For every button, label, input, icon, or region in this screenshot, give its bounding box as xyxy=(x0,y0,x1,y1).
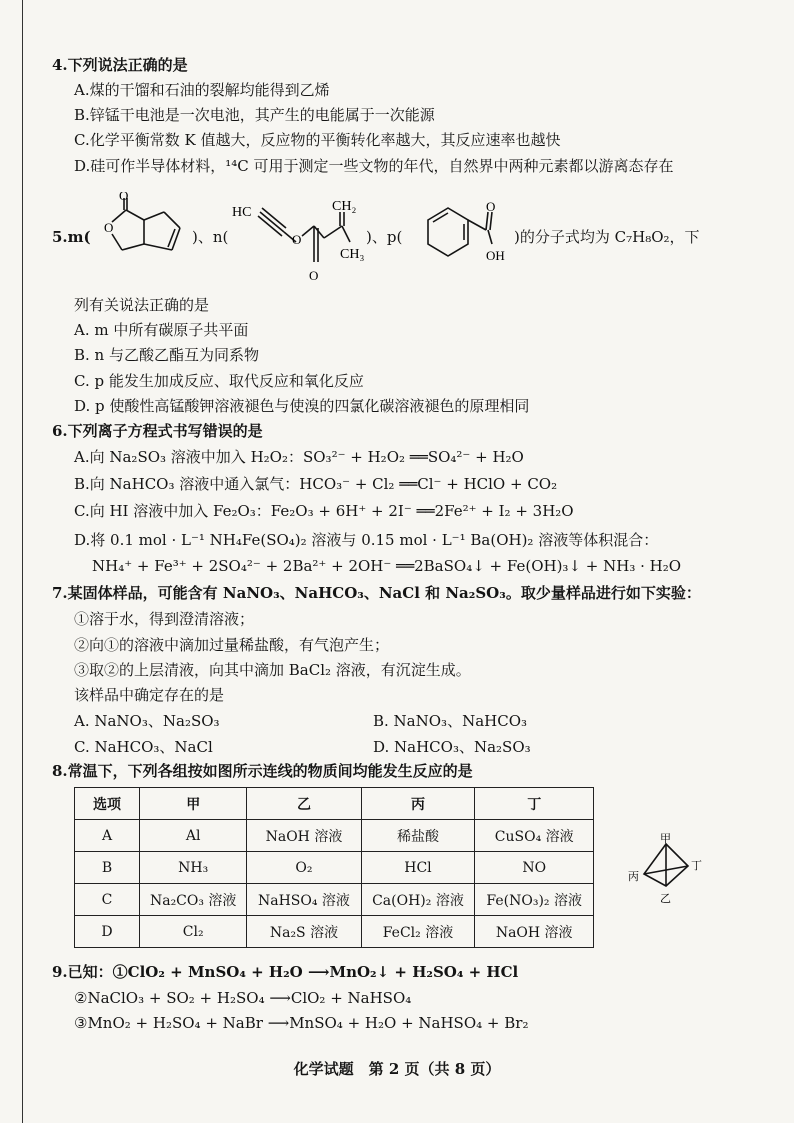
table-header-cell: 丁 xyxy=(475,788,594,820)
question-6-option-a: A.向 Na₂SO₃ 溶液中加入 H₂O₂：SO₃²⁻ + H₂O₂ ══SO₄²⁻ + H₂O xyxy=(74,448,524,466)
question-7-prompt: 该样品中确定存在的是 xyxy=(74,686,225,704)
diagram-node-right: 丁 xyxy=(691,860,702,872)
question-7-step-1: ①溶于水，得到澄清溶液； xyxy=(74,610,255,628)
question-6-option-b: B.向 NaHCO₃ 溶液中通入氯气：HCO₃⁻ + Cl₂ ══Cl⁻ + HClO + CO₂ xyxy=(74,475,558,493)
question-5-suffix: )的分子式均为 C₇H₈O₂，下 xyxy=(514,228,700,246)
table-cell: Na₂S 溶液 xyxy=(247,916,361,948)
table-cell: Al xyxy=(140,820,247,852)
question-9-reaction-2: ②NaClO₃ + SO₂ + H₂SO₄ ⟶ClO₂ + NaHSO₄ xyxy=(74,989,412,1007)
molecule-p-oh: OH xyxy=(486,248,505,263)
molecule-n-ch3: CH₃ xyxy=(340,247,365,262)
table-cell: 稀盐酸 xyxy=(361,820,475,852)
question-5-prefix: 5.m( xyxy=(52,228,91,246)
binding-margin-line xyxy=(22,0,23,1123)
question-4-option-d: D.硅可作半导体材料，¹⁴C 可用于测定一些文物的年代，自然界中两种元素都以游离态存在 xyxy=(74,157,674,175)
molecule-m-carbonyl-o: O xyxy=(119,192,129,203)
table-cell: D xyxy=(75,916,140,948)
question-4-stem: 4.下列说法正确的是 xyxy=(52,56,188,74)
table-cell: A xyxy=(75,820,140,852)
molecule-p-structure xyxy=(408,198,528,268)
table-header-cell: 丙 xyxy=(361,788,475,820)
table-cell: Ca(OH)₂ 溶液 xyxy=(361,884,475,916)
question-9-reaction-3: ③MnO₂ + H₂SO₄ + NaBr ⟶MnSO₄ + H₂O + NaHSO₄ + Br₂ xyxy=(74,1014,529,1032)
table-cell: Fe(NO₃)₂ 溶液 xyxy=(475,884,594,916)
table-row xyxy=(75,852,594,884)
question-8-stem: 8.常温下，下列各组按如图所示连线的物质间均能发生反应的是 xyxy=(52,762,473,780)
page-footer: 化学试题 第 2 页（共 8 页） xyxy=(293,1060,501,1078)
table-cell: CuSO₄ 溶液 xyxy=(475,820,594,852)
table-header-row xyxy=(75,788,594,820)
table-cell: NaOH 溶液 xyxy=(247,820,361,852)
question-6-option-d-line1: D.将 0.1 mol · L⁻¹ NH₄Fe(SO₄)₂ 溶液与 0.15 mol · L⁻¹ Ba(OH)₂ 溶液等体积混合： xyxy=(74,531,659,549)
question-6-stem: 6.下列离子方程式书写错误的是 xyxy=(52,422,263,440)
question-7-step-3: ③取②的上层清液，向其中滴加 BaCl₂ 溶液，有沉淀生成。 xyxy=(74,661,471,679)
table-row xyxy=(75,884,594,916)
table-row xyxy=(75,916,594,948)
molecule-p-carbonyl-o: O xyxy=(486,199,496,214)
molecule-m-ring-o: O xyxy=(104,220,114,235)
question-5-option-b: B. n 与乙酸乙酯互为同系物 xyxy=(74,346,259,364)
table-cell: O₂ xyxy=(247,852,361,884)
question-4-option-c: C.化学平衡常数 K 值越大，反应物的平衡转化率越大，其反应速率也越快 xyxy=(74,131,561,149)
molecule-n-hc: HC xyxy=(232,205,252,220)
question-7-step-2: ②向①的溶液中滴加过量稀盐酸，有气泡产生； xyxy=(74,636,390,654)
question-4-option-a: A.煤的干馏和石油的裂解均能得到乙烯 xyxy=(74,81,330,99)
question-5-continuation: 列有关说法正确的是 xyxy=(74,296,210,314)
diagram-node-left: 丙 xyxy=(628,871,639,883)
table-cell: Na₂CO₃ 溶液 xyxy=(140,884,247,916)
diagram-node-top: 甲 xyxy=(660,833,671,845)
table-header-cell: 选项 xyxy=(75,788,140,820)
table-row xyxy=(75,820,594,852)
question-5-option-d: D. p 使酸性高锰酸钾溶液褪色与使溴的四氯化碳溶液褪色的原理相同 xyxy=(74,397,530,415)
question-6-option-d-line2: NH₄⁺ + Fe³⁺ + 2SO₄²⁻ + 2Ba²⁺ + 2OH⁻ ══2BaSO₄↓ + Fe(OH)₃↓ + NH₃ · H₂O xyxy=(92,557,682,575)
table-cell: FeCl₂ 溶液 xyxy=(361,916,475,948)
reaction-relationship-diagram xyxy=(626,830,706,910)
question-6-option-c: C.向 HI 溶液中加入 Fe₂O₃：Fe₂O₃ + 6H⁺ + 2I⁻ ══2Fe²⁺ + I₂ + 3H₂O xyxy=(74,502,574,520)
table-cell: NaOH 溶液 xyxy=(475,916,594,948)
diagram-node-bottom: 乙 xyxy=(660,893,671,905)
molecule-n-carbonyl-o: O xyxy=(309,268,319,283)
question-7-stem: 7.某固体样品，可能含有 NaNO₃、NaHCO₃、NaCl 和 Na₂SO₃。取少量样品进行如下实验： xyxy=(52,584,701,602)
table-cell: Cl₂ xyxy=(140,916,247,948)
molecule-n-ch2: CH₂ xyxy=(332,200,357,214)
molecule-m-structure xyxy=(102,192,198,272)
table-cell: B xyxy=(75,852,140,884)
question-8-table xyxy=(74,787,594,948)
question-5-option-c: C. p 能发生加成反应、取代反应和氧化反应 xyxy=(74,372,364,390)
molecule-n-structure xyxy=(232,200,382,290)
table-cell: NH₃ xyxy=(140,852,247,884)
question-5-option-a: A. m 中所有碳原子共平面 xyxy=(74,321,249,339)
question-7-option-b: B. NaNO₃、NaHCO₃ xyxy=(373,712,527,730)
question-7-option-d: D. NaHCO₃、Na₂SO₃ xyxy=(373,738,531,756)
question-4-option-b: B.锌锰干电池是一次电池，其产生的电能属于一次能源 xyxy=(74,106,435,124)
molecule-n-label: )、n( xyxy=(192,228,229,246)
table-cell: HCl xyxy=(361,852,475,884)
question-7-option-c: C. NaHCO₃、NaCl xyxy=(74,738,213,756)
table-cell: NO xyxy=(475,852,594,884)
table-cell: NaHSO₄ 溶液 xyxy=(247,884,361,916)
molecule-p-label: )、p( xyxy=(366,228,403,246)
question-7-option-a: A. NaNO₃、Na₂SO₃ xyxy=(74,712,220,730)
molecule-n-ester-o: O xyxy=(292,232,302,247)
question-9-reaction-1: 9.已知：①ClO₂ + MnSO₄ + H₂O ⟶MnO₂↓ + H₂SO₄ + HCl xyxy=(52,963,519,981)
table-cell: C xyxy=(75,884,140,916)
table-header-cell: 甲 xyxy=(140,788,247,820)
table-header-cell: 乙 xyxy=(247,788,361,820)
